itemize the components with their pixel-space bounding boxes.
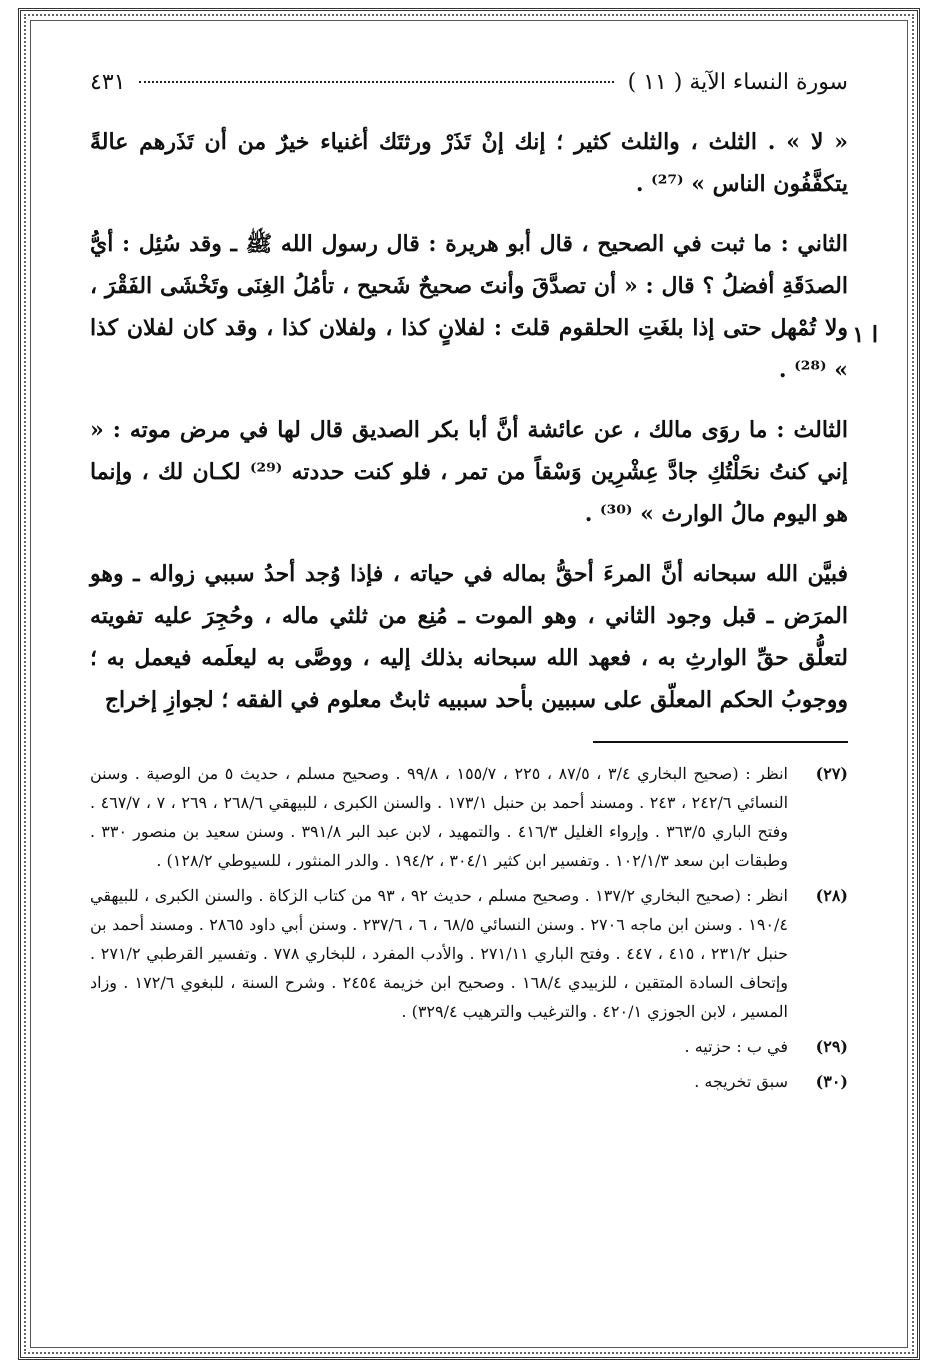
footnote	[90, 881, 848, 1026]
running-header	[90, 70, 848, 95]
page-content	[90, 70, 878, 1102]
body-paragraph: فبيَّن الله سبحانه أنَّ المرءَ أحقُّ بماله في حياته ، فإذا وُجد أحدُ سببي زواله ـ وهو المرَض ـ قبل وجود الثاني ، وهو الموت ـ مُنِع من ثلثي ماله ، وحُجِرَ عليه تفويته لتعلُّق حقِّ الوارثِ به ، فعهد الله سبحانه بذلك إليه ، ووصَّى به ليعلَمه فيعمل به ؛ ووجوبُ الحكم المعلّق على سببين بأحد سببيه ثابتٌ معلوم في الفقه ؛ لجوازِ إخراج	[90, 561, 848, 713]
footnote-number: (٣٠)	[815, 1072, 848, 1091]
footnote-text: انظر : (صحيح البخاري ١٣٧/٢ . وصحيح مسلم ، حديث ٩٢ ، ٩٣ من كتاب الزكاة . والسنن الكبرى ، للبيهقي ١٩٠/٤ . وسنن ابن ماجه ٢٧٠٦ . وسنن النسائي ٦٨/٥ ، ٦ ، ٢٣٧/٦ . وسنن أبي داود ٢٨٦٥ . ومسند أحمد بن حنبل ٢٣١/٢ ، ٤١٥ ، ٤٤٧ . وفتح الباري ٢٧١/١١ . والأدب المفرد ، للبخاري ٧٧٨ . وتفسير القرطبي ٢٧١/٢ . وإتحاف السادة المتقين ، للزبيدي ١٦٨/٤ . وصحيح ابن خزيمة ٢٤٥٤ . وشرح السنة ، للبغوي ١٧٢/٦ . وزاد المسير ، لابن الجوزي ٤٢٠/١ . والترغيب والترهيب ٣٢٩/٤) .	[90, 886, 789, 1021]
footnote-separator	[593, 741, 848, 743]
footnote	[90, 1032, 848, 1061]
margin-mark: ا ١	[852, 322, 878, 348]
footnote	[90, 759, 848, 875]
body-paragraph: الثاني : ما ثبت في الصحيح ، قال أبو هريرة : قال رسول الله ﷺ ـ وقد سُئِل : أيُّ الصدَقَةِ أفضلُ ؟ قال : « أن تصدَّقَ وأنتَ صحيحٌ شَحيح ، تأمُلُ الغِنَى وتَخْشَى الفَقْرَ ، ولا تُمْهل حتى إذا بلغَتِ الحلقوم قلتَ : لفلانٍ كذا ، ولفلان كذا ، وقد كان لفلان كذا » ⁽²⁸⁾ .	[90, 231, 848, 383]
footnote	[90, 1067, 848, 1096]
footnote-number: (٢٩)	[815, 1037, 848, 1056]
footnote-text: انظر : (صحيح البخاري ٣/٤ ، ٨٧/٥ ، ٢٢٥ ، ١٥٥/٧ ، ٩٩/٨ . وصحيح مسلم ، حديث ٥ من الوصية . وسنن النسائي ٢٤٢/٦ ، ٢٤٣ . ومسند أحمد بن حنبل ١٧٣/١ . والسنن الكبرى ، للبيهقي ٢٦٨/٦ ، ٢٦٩ ، ٧ ، ٤٦٧/٧ . وفتح الباري ٣٦٣/٥ . وإرواء الغليل ٤١٦/٣ . والتمهيد ، لابن عبد البر ٣٩١/٨ . وسنن سعيد بن منصور ٣٣٠ . وطبقات ابن سعد ١٠٢/١/٣ . وتفسير ابن كثير ٣٠٤/١ ، ١٩٤/٢ . والدر المنثور ، للسيوطي ١٢٨/٢) .	[90, 764, 789, 870]
footnote-text: سبق تخريجه .	[694, 1072, 788, 1091]
page-number: ٤٣١	[90, 70, 126, 95]
footnote-number: (٢٧)	[815, 764, 848, 783]
chapter-title: سورة النساء الآية ( ١١ )	[627, 70, 848, 95]
body-paragraph: « لا » . الثلث ، والثلث كثير ؛ إنك إنْ تَذَرْ ورثتَك أغنياء خيرٌ من أن تَذَرهم عالةً يتكفَّفُون الناس » ⁽²⁷⁾ .	[90, 129, 848, 197]
footnote-text: في ب : حزتيه .	[684, 1037, 788, 1056]
footnote-number: (٢٨)	[815, 886, 848, 905]
body-paragraph: الثالث : ما روَى مالك ، عن عائشة أنَّ أبا بكر الصديق قال لها في مرض موته : « إني كنتُ نحَلْتُكِ جادَّ عِشْرِين وَسْقاً من تمر ، فلو كنت حددته ⁽²⁹⁾ لكـان لك ، وإنما هو اليوم مالُ الوارث » ⁽³⁰⁾ .	[90, 417, 848, 527]
header-dot-leader	[139, 81, 613, 83]
